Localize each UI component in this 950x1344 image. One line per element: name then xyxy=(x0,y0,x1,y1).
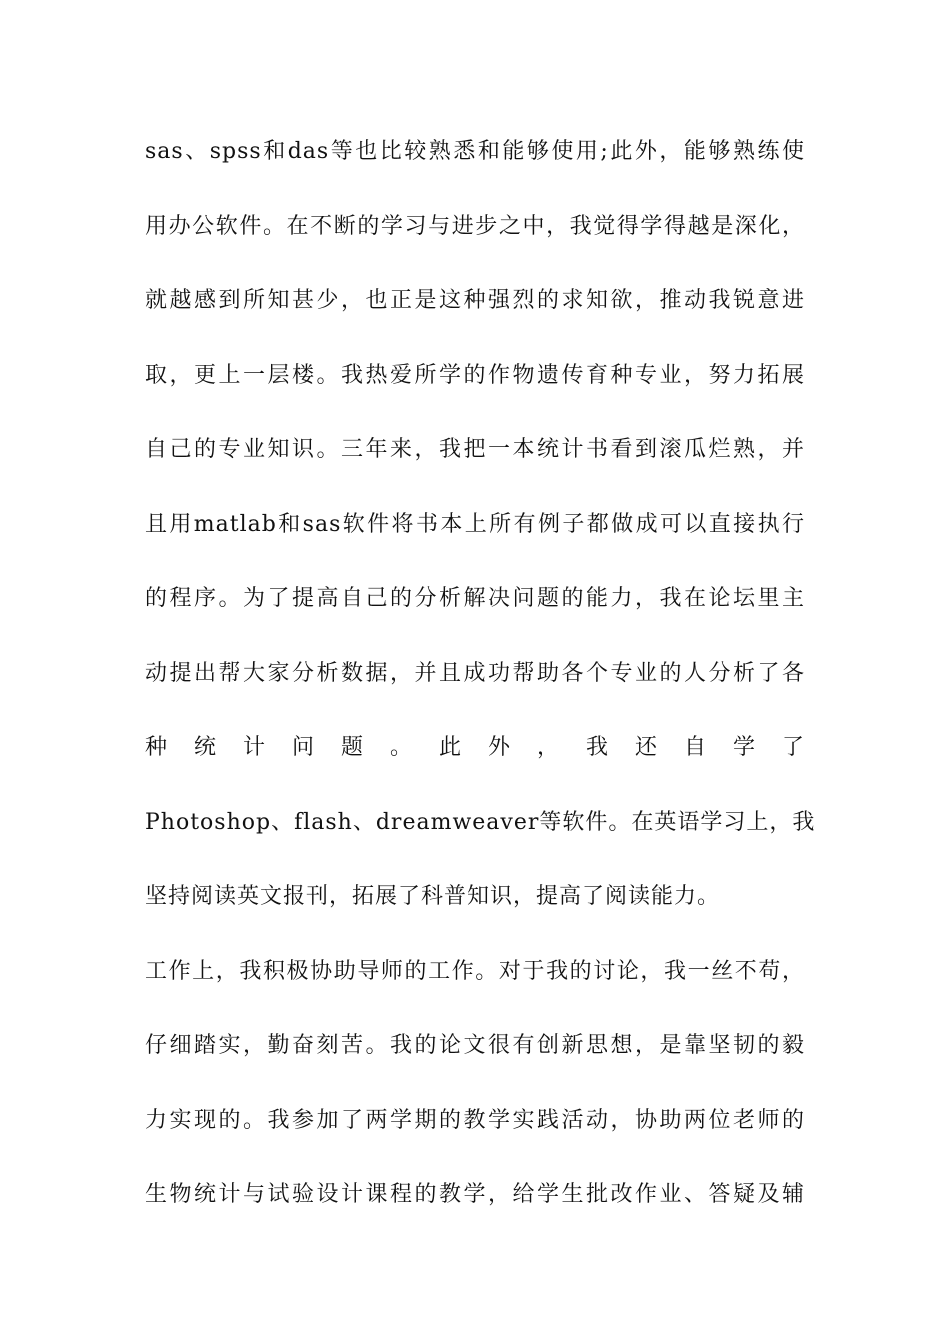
text-line-6: 且用matlab和sas软件将书本上所有例子都做成可以直接执行 xyxy=(145,511,805,537)
text-line-13: 仔细踏实，勤奋刻苦。我的论文很有创新思想，是靠坚韧的毅 xyxy=(145,1033,805,1058)
text-line-14: 力实现的。我参加了两学期的教学实践活动，协助两位老师的 xyxy=(145,1107,805,1133)
text-line-4: 取，更上一层楼。我热爱所学的作物遗传育种专业，努力拓展 xyxy=(145,362,805,388)
text-line-15: 生物统计与试验设计课程的教学，给学生批改作业、答疑及辅 xyxy=(145,1182,805,1207)
text-line-9: 种 统 计 问 题 。 此 外 ， 我 还 自 学 了 xyxy=(145,735,805,760)
text-line-2: 用办公软件。在不断的学习与进步之中，我觉得学得越是深化， xyxy=(145,213,805,239)
text-line-5: 自己的专业知识。三年来，我把一本统计书看到滚瓜烂熟，并 xyxy=(145,437,805,462)
text-line-3: 就越感到所知甚少，也正是这种强烈的求知欲，推动我锐意进 xyxy=(145,288,805,313)
text-line-7: 的程序。为了提高自己的分析解决问题的能力，我在论坛里主 xyxy=(145,586,805,611)
text-line-10: Photoshop、flash、dreamweaver等软件。在英语学习上，我 xyxy=(145,809,816,835)
text-line-1: sas、spss和das等也比较熟悉和能够使用;此外，能够熟练使 xyxy=(145,139,805,164)
text-line-12: 工作上，我积极协助导师的工作。对于我的讨论，我一丝不苟， xyxy=(145,958,805,984)
text-line-11: 坚持阅读英文报刊，拓展了科普知识，提高了阅读能力。 xyxy=(145,884,721,909)
text-line-8: 动提出帮大家分析数据，并且成功帮助各个专业的人分析了各 xyxy=(145,660,805,686)
body-text xyxy=(145,130,816,1248)
